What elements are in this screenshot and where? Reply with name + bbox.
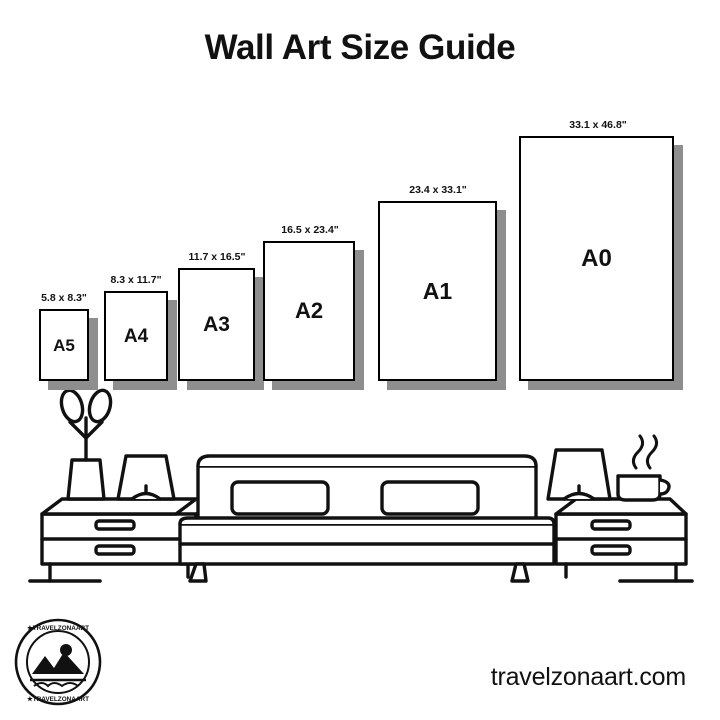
vase-with-plant	[58, 388, 114, 499]
page-title: Wall Art Size Guide	[204, 28, 516, 67]
frame-label: A0	[581, 244, 612, 272]
frame-dimension-label: 33.1 x 46.8"	[569, 119, 627, 131]
size-chart	[0, 100, 720, 400]
bedroom-illustration	[0, 378, 720, 608]
logo-text-bottom: ★TRAVELZONAART	[26, 696, 90, 703]
frame-label: A3	[203, 313, 230, 336]
frame-a1	[378, 201, 509, 393]
website-url: travelzonaart.com	[490, 663, 686, 691]
bedroom-svg	[0, 378, 720, 608]
frame-box	[263, 241, 355, 381]
frame-dimension-label: 11.7 x 16.5"	[188, 251, 246, 263]
table-lamp-left	[118, 456, 174, 499]
frame-box	[104, 291, 168, 381]
frame-dimension-label: 8.3 x 11.7"	[110, 274, 162, 286]
nightstand-left	[42, 499, 196, 581]
bed	[180, 456, 554, 581]
frame-box	[39, 309, 89, 381]
frame-dimension-label: 16.5 x 23.4"	[281, 224, 339, 236]
nightstand-right	[556, 499, 686, 581]
frame-label: A1	[422, 277, 453, 304]
table-lamp-right	[548, 450, 610, 499]
logo-text-top: ★TRAVELZONAART	[26, 625, 90, 632]
frame-box	[378, 201, 497, 381]
frame-a2	[263, 241, 367, 393]
mountain-sun-badge-icon	[14, 618, 102, 706]
frame-label: A4	[123, 325, 149, 347]
brand-logo	[14, 618, 102, 706]
frame-box	[519, 136, 674, 381]
coffee-cup	[618, 436, 669, 500]
frame-label: A5	[53, 335, 75, 355]
frame-a3	[178, 268, 267, 393]
frame-label: A2	[294, 298, 324, 323]
pillow-right	[382, 482, 478, 514]
frame-dimension-label: 5.8 x 8.3"	[41, 292, 87, 304]
frame-a4	[104, 291, 180, 393]
frame-a0	[519, 136, 686, 393]
frame-a5	[39, 309, 101, 393]
frame-box	[178, 268, 255, 381]
pillow-left	[232, 482, 328, 514]
frame-dimension-label: 23.4 x 33.1"	[409, 184, 467, 196]
